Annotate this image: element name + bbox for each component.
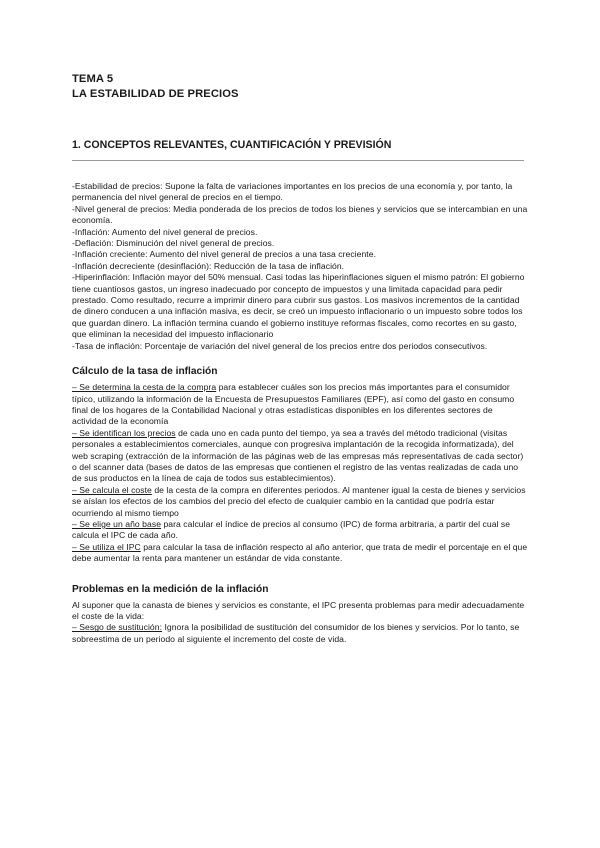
problemas-heading: Problemas en la medición de la inflación	[72, 583, 269, 595]
definitions-list	[72, 181, 528, 352]
calculo-step-text: de cada uno en cada punto del tiempo, ya sea a través del método tradicional (visitas personales a establecimientos comerciales, aunque con progresiva implantación de la recogida informatizada), del web scraping (extracción de la información de las páginas web de las empresas más representativas de cada sector) o del scanner data (bases de datos de las empresas que contienen el registro de las ventas realizadas de cada uno de sus productos en la línea de caja de todos sus establecimientos).	[72, 427, 524, 484]
tema-number: TEMA 5	[72, 73, 114, 85]
calculo-step	[72, 428, 528, 485]
definition-inflacion-creciente: -Inflación creciente: Aumento del nivel general de precios a una tasa creciente.	[72, 249, 377, 260]
calculo-step-text: para establecer cuáles son los precios más importantes para el consumidor típico, utilizando la información de la Encuesta de Presupuestos Familiares (EPF), así como del gasto en consumo final de los hogares de la Contabilidad Nacional y otras estadísticas disponibles en los diferentes sectores de actividad de la economía	[72, 382, 515, 427]
definition-tasa-inflacion: -Tasa de inflación: Porcentaje de variación del nivel general de los precios entre dos periodos consecutivos.	[72, 340, 488, 351]
calculo-step-lead: – Se elige un año base	[72, 518, 162, 529]
tema-title: LA ESTABILIDAD DE PRECIOS	[72, 88, 239, 100]
problemas-item-text: Ignora la posibilidad de sustitución del consumidor de los bienes y servicios. Por lo tanto, se sobreestima de un periodo al siguiente el incremento del coste de vida.	[72, 622, 520, 644]
problemas-item	[72, 622, 528, 645]
calculo-step	[72, 382, 528, 428]
definition-hiperinflacion: -Hiperinflación: Inflación mayor del 50% mensual. Casi todas las hiperinflaciones siguen el mismo patrón: El gobierno tiene cuantiosos gastos, un ingreso inadecuado por concepto de impuestos y una limitada capacidad para pedir prestado. Como resultado, recurre a imprimir dinero para cubrir sus gastos. Los masivos incrementos de la cantidad de dinero conducen a una inflación masiva, es decir, se creó un impuesto inflacionario o un impuesto sobre todos los que guardan dinero. La inflación termina cuando el gobierno instituye reformas fiscales, como recortes en su gasto, que eliminan la necesidad del impuesto inflacionario	[72, 272, 525, 340]
calculo-heading: Cálculo de la tasa de inflación	[72, 366, 218, 378]
calculo-step-text: para calcular el índice de precios al consumo (IPC) de forma arbitraria, a partir del cual se calcula el IPC de cada año.	[72, 518, 511, 541]
calculo-step-text: para calcular la tasa de inflación respecto al año anterior, que trata de medir el porcentaje en el que debe aumentar la renta para mantener un estándar de vida constante.	[72, 541, 528, 564]
document-page	[72, 72, 528, 645]
calculo-step-text: de la cesta de la compra en diferentes periodos. Al mantener igual la cesta de bienes y servicios se aíslan los efectos de los cambios del precio del efecto de cualquier cambio en la cantidad que podría estar ocurriendo al mismo tiempo	[72, 484, 526, 518]
calculo-step-lead: – Se identifican los precios	[72, 427, 176, 438]
section-title: 1. CONCEPTOS RELEVANTES, CUANTIFICACIÓN Y PREVISIÓN	[72, 139, 392, 151]
calculo-step	[72, 485, 528, 519]
calculo-step-lead: – Se calcula el coste	[72, 484, 152, 495]
definition-nivel-general: -Nivel general de precios: Media ponderada de los precios de todos los bienes y servicios que se intercambian en una economía.	[72, 203, 528, 226]
definition-estabilidad: -Estabilidad de precios: Supone la falta de variaciones importantes en los precios de una economía y, por tanto, la permanencia del nivel general de precios en el tiempo.	[72, 181, 513, 203]
definition-inflacion-decreciente: -Inflación decreciente (desinflación): Reducción de la tasa de inflación.	[72, 260, 345, 271]
section-divider	[72, 160, 524, 161]
problemas-intro: Al suponer que la canasta de bienes y servicios es constante, el IPC presenta problemas para medir adecuadamente el coste de la vida:	[72, 599, 525, 621]
calculo-step-lead: – Se determina la cesta de la compra	[72, 382, 217, 393]
definition-inflacion: -Inflación: Aumento del nivel general de precios.	[72, 226, 258, 237]
calculo-step	[72, 519, 528, 542]
calculo-step-lead: – Se utiliza el IPC	[72, 541, 141, 552]
problemas-item-lead: – Sesgo de sustitución:	[72, 622, 163, 633]
definition-deflacion: -Deflación: Disminución del nivel general de precios.	[72, 238, 275, 249]
calculo-step	[72, 542, 528, 565]
